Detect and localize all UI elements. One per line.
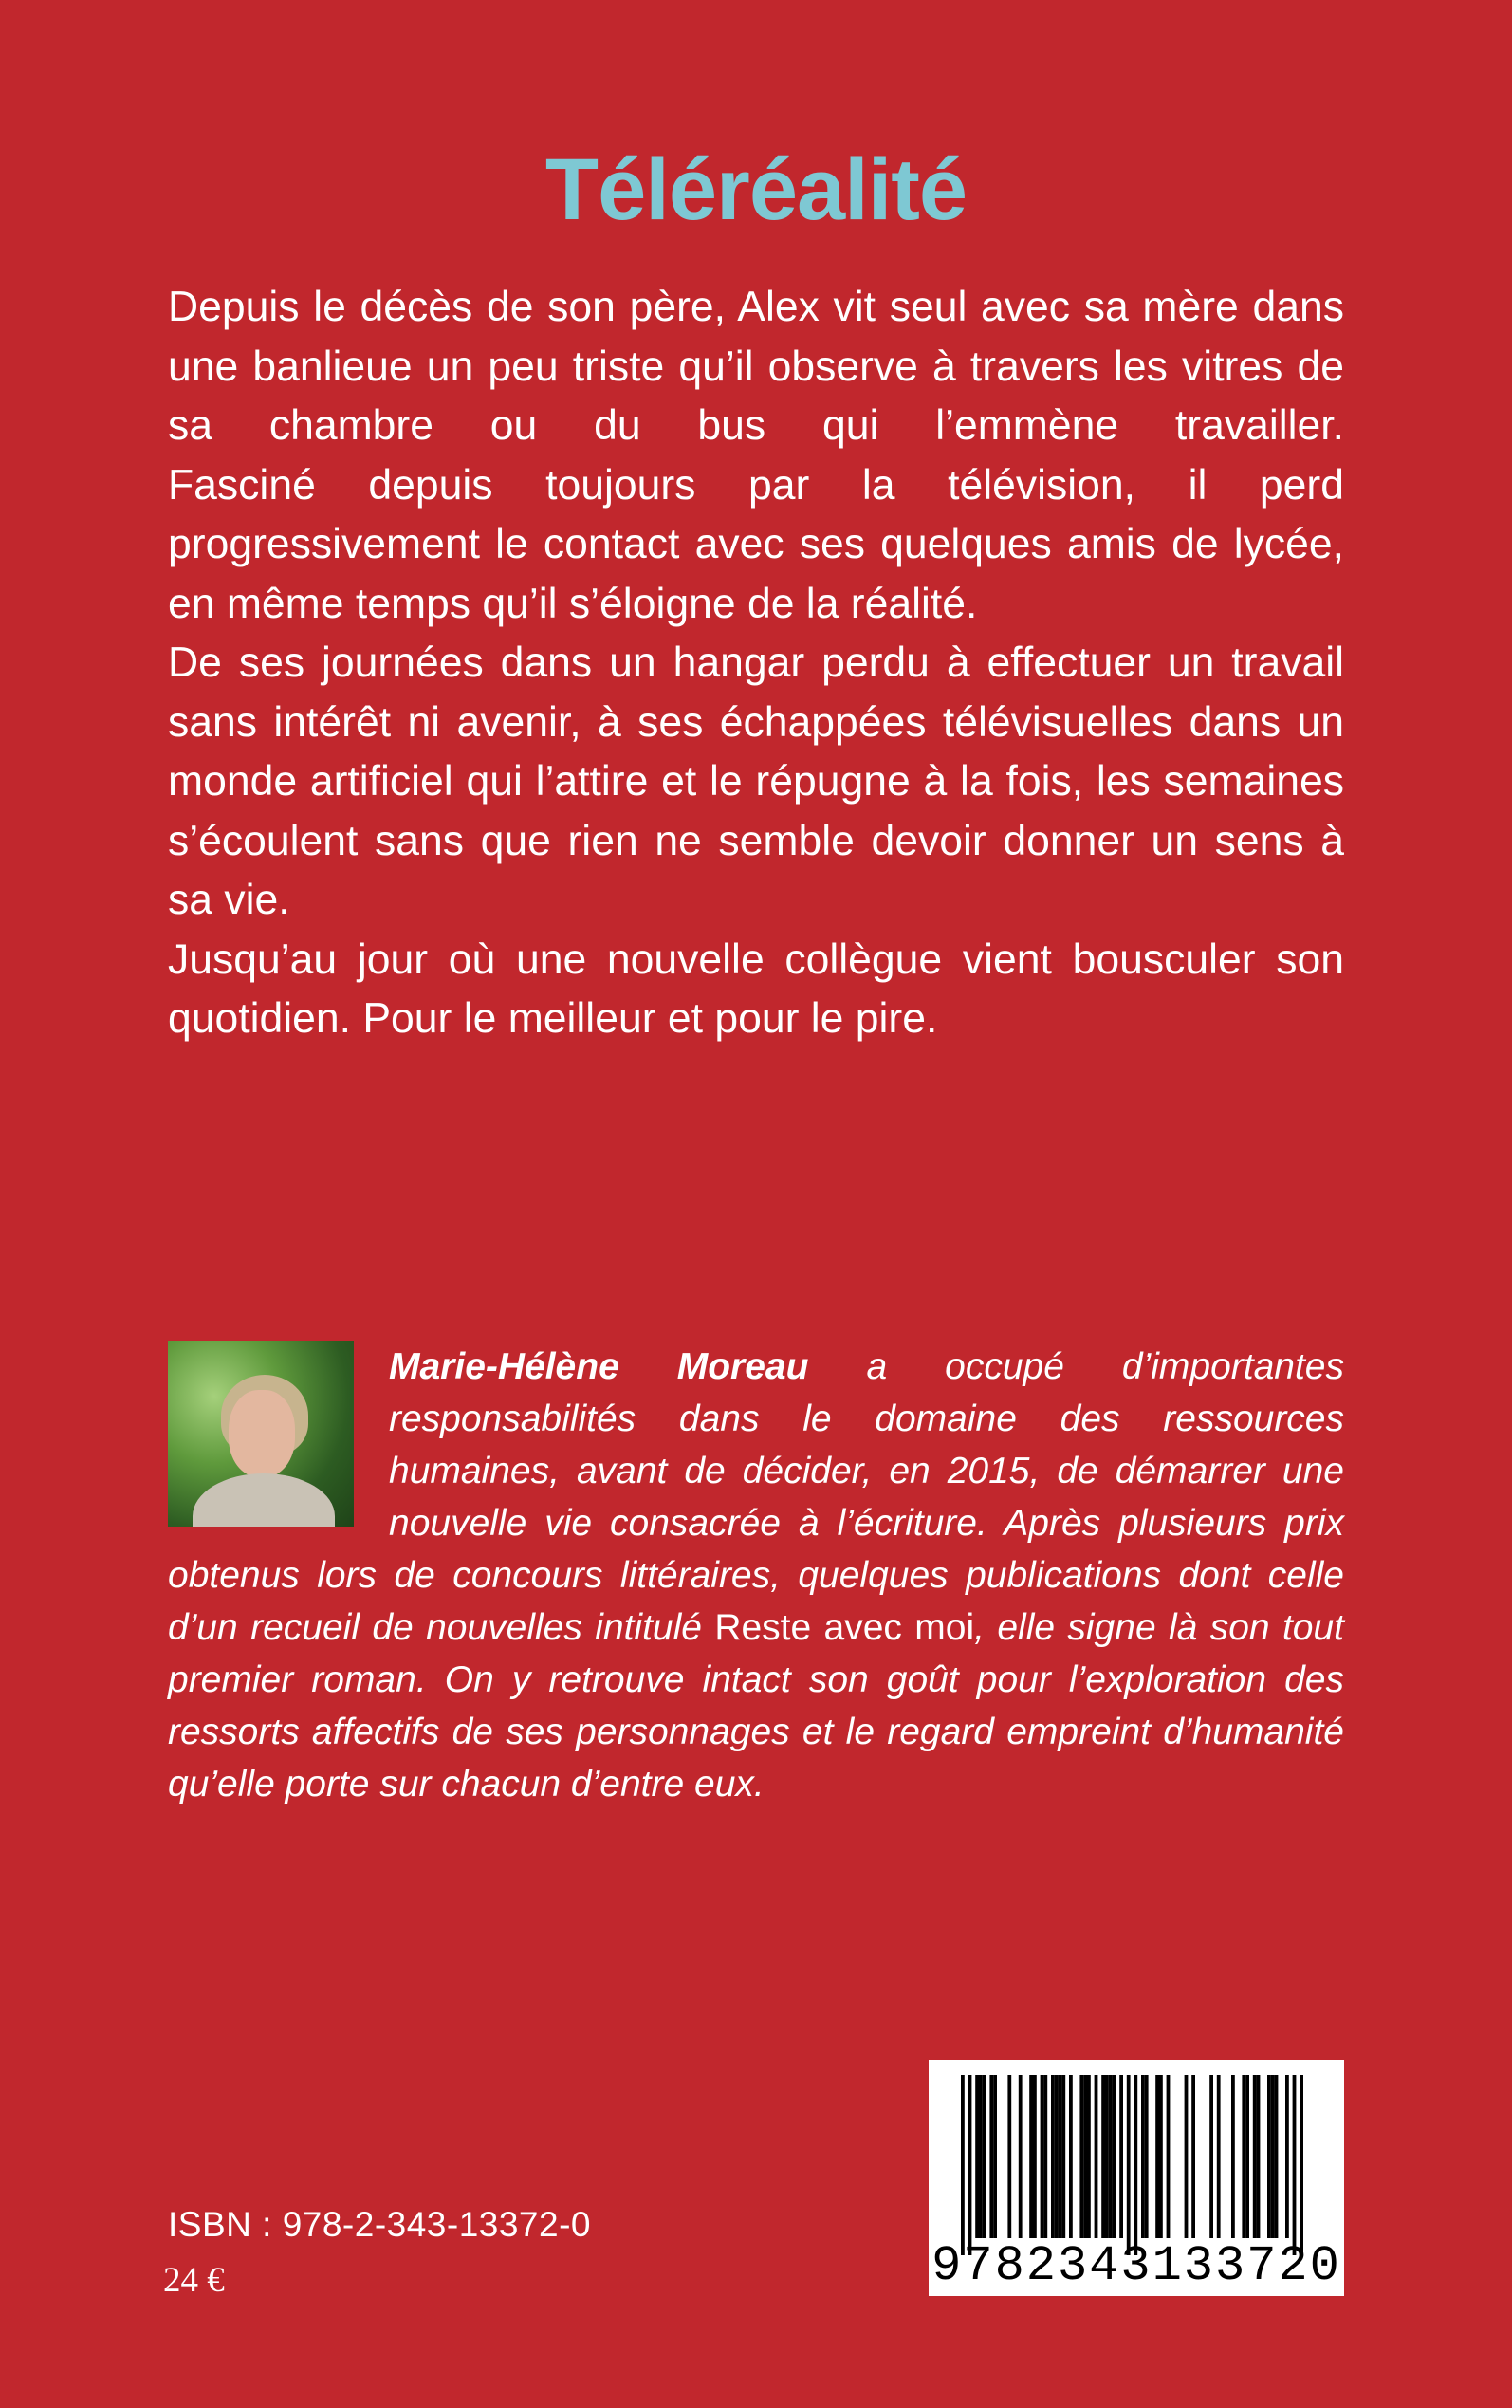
synopsis-paragraph: Depuis le décès de son père, Alex vit seul avec sa mère dans une banlieue un peu triste qu’il observe à travers les vitres de sa chambre ou du bus qui l’emmène travailler.	[168, 284, 1344, 449]
barcode-bar	[1087, 2075, 1091, 2238]
barcode-bar	[1101, 2075, 1105, 2238]
barcode-bar	[1033, 2075, 1037, 2238]
author-bio	[168, 1341, 1344, 1810]
barcode-bar	[993, 2075, 997, 2238]
barcode-bar	[1043, 2075, 1047, 2238]
bio-book-title: Reste avec moi	[714, 1607, 975, 1648]
barcode-bar	[1059, 2075, 1062, 2238]
barcode-bar	[975, 2075, 979, 2238]
barcode-bar	[968, 2075, 972, 2255]
barcode-bar	[1055, 2075, 1059, 2238]
barcode-bar	[1127, 2075, 1131, 2255]
price-label: 24 €	[163, 2261, 225, 2300]
barcode-bar	[1029, 2075, 1033, 2238]
barcode-bar	[1285, 2075, 1289, 2238]
barcode-bar	[1191, 2075, 1195, 2238]
synopsis-paragraph: De ses journées dans un hangar perdu à effectuer un travail sans intérêt ni avenir, à ses échappées télévisuelles dans un monde artificiel qui l’attire et le répugne à la fois, les semaines s’écoulent sans que rien ne semble devoir donner un sens à sa vie.	[168, 639, 1344, 923]
barcode-bar	[1209, 2075, 1213, 2238]
barcode-bar	[1245, 2075, 1249, 2238]
synopsis-paragraph: Jusqu’au jour où une nouvelle collègue vient bousculer son quotidien. Pour le meilleur et pour le pire.	[168, 935, 1344, 1042]
barcode-bar	[1051, 2075, 1055, 2238]
barcode-bar	[1159, 2075, 1163, 2238]
author-photo	[168, 1341, 354, 1527]
barcode-bar	[1109, 2075, 1113, 2238]
barcode-bar	[1069, 2075, 1073, 2238]
barcode-bar	[989, 2075, 993, 2238]
barcode-bar	[1267, 2075, 1271, 2238]
barcode-bar	[1293, 2075, 1297, 2255]
barcode-bar	[1079, 2075, 1083, 2238]
bio-text-part2: , elle signe là son tout premier roman. On y retrouve intact son goût pour l’exploration des ressorts affectifs de ses personnages et le regard empreint d’humanité qu’elle porte sur chacun d’entre eux.	[168, 1607, 1344, 1805]
barcode-bar	[1145, 2075, 1149, 2238]
book-title: Téléréalité	[544, 141, 968, 238]
barcode-bar	[1155, 2075, 1159, 2238]
synopsis-paragraph: Fasciné depuis toujours par la télévision, il perd progressivement le contact avec ses quelques amis de lycée, en même temps qu’il s’éloigne de la réalité.	[168, 461, 1344, 627]
photo-shoulders	[193, 1473, 335, 1527]
barcode-bar	[1185, 2075, 1189, 2238]
barcode-bar	[1141, 2075, 1145, 2238]
barcode-digits: 9782343133720	[931, 2238, 1341, 2294]
synopsis	[168, 278, 1344, 1049]
barcode-bar	[1242, 2075, 1245, 2238]
barcode	[929, 2060, 1344, 2296]
barcode-bar	[1007, 2075, 1011, 2238]
barcode-bar	[979, 2075, 983, 2238]
barcode-bar	[1061, 2075, 1065, 2238]
barcode-bar	[961, 2075, 965, 2255]
barcode-bar	[1300, 2075, 1303, 2255]
isbn-label: ISBN : 978-2-343-13372-0	[168, 2205, 591, 2244]
barcode-bar	[1105, 2075, 1109, 2238]
barcode-bar	[1019, 2075, 1023, 2238]
barcode-bar	[1041, 2075, 1044, 2238]
barcode-bar	[1095, 2075, 1098, 2238]
author-name: Marie-Hélène Moreau	[389, 1346, 809, 1387]
barcode-bar	[1134, 2075, 1137, 2255]
barcode-bar	[983, 2075, 986, 2238]
barcode-bar	[1217, 2075, 1221, 2238]
barcode-bar	[1083, 2075, 1087, 2238]
barcode-bar	[1113, 2075, 1116, 2238]
barcode-bar	[1275, 2075, 1279, 2238]
barcode-bar	[1253, 2075, 1257, 2238]
bio-text-part1: a occupé d’importantes responsabilités dans le domaine des ressources humaines, avant de décider, en 2015, de démarrer une nouvelle vie consacrée à l’écriture. Après plusieurs prix obtenus lors de concours littéraires, quelques publications dont celle d’un recueil de nouvelles intitulé	[168, 1346, 1344, 1648]
barcode-bar	[1257, 2075, 1261, 2238]
barcode-bar	[1271, 2075, 1275, 2238]
barcode-bar	[1119, 2075, 1123, 2238]
photo-face	[229, 1390, 295, 1477]
barcode-bar	[1167, 2075, 1171, 2238]
barcode-bar	[1231, 2075, 1235, 2238]
